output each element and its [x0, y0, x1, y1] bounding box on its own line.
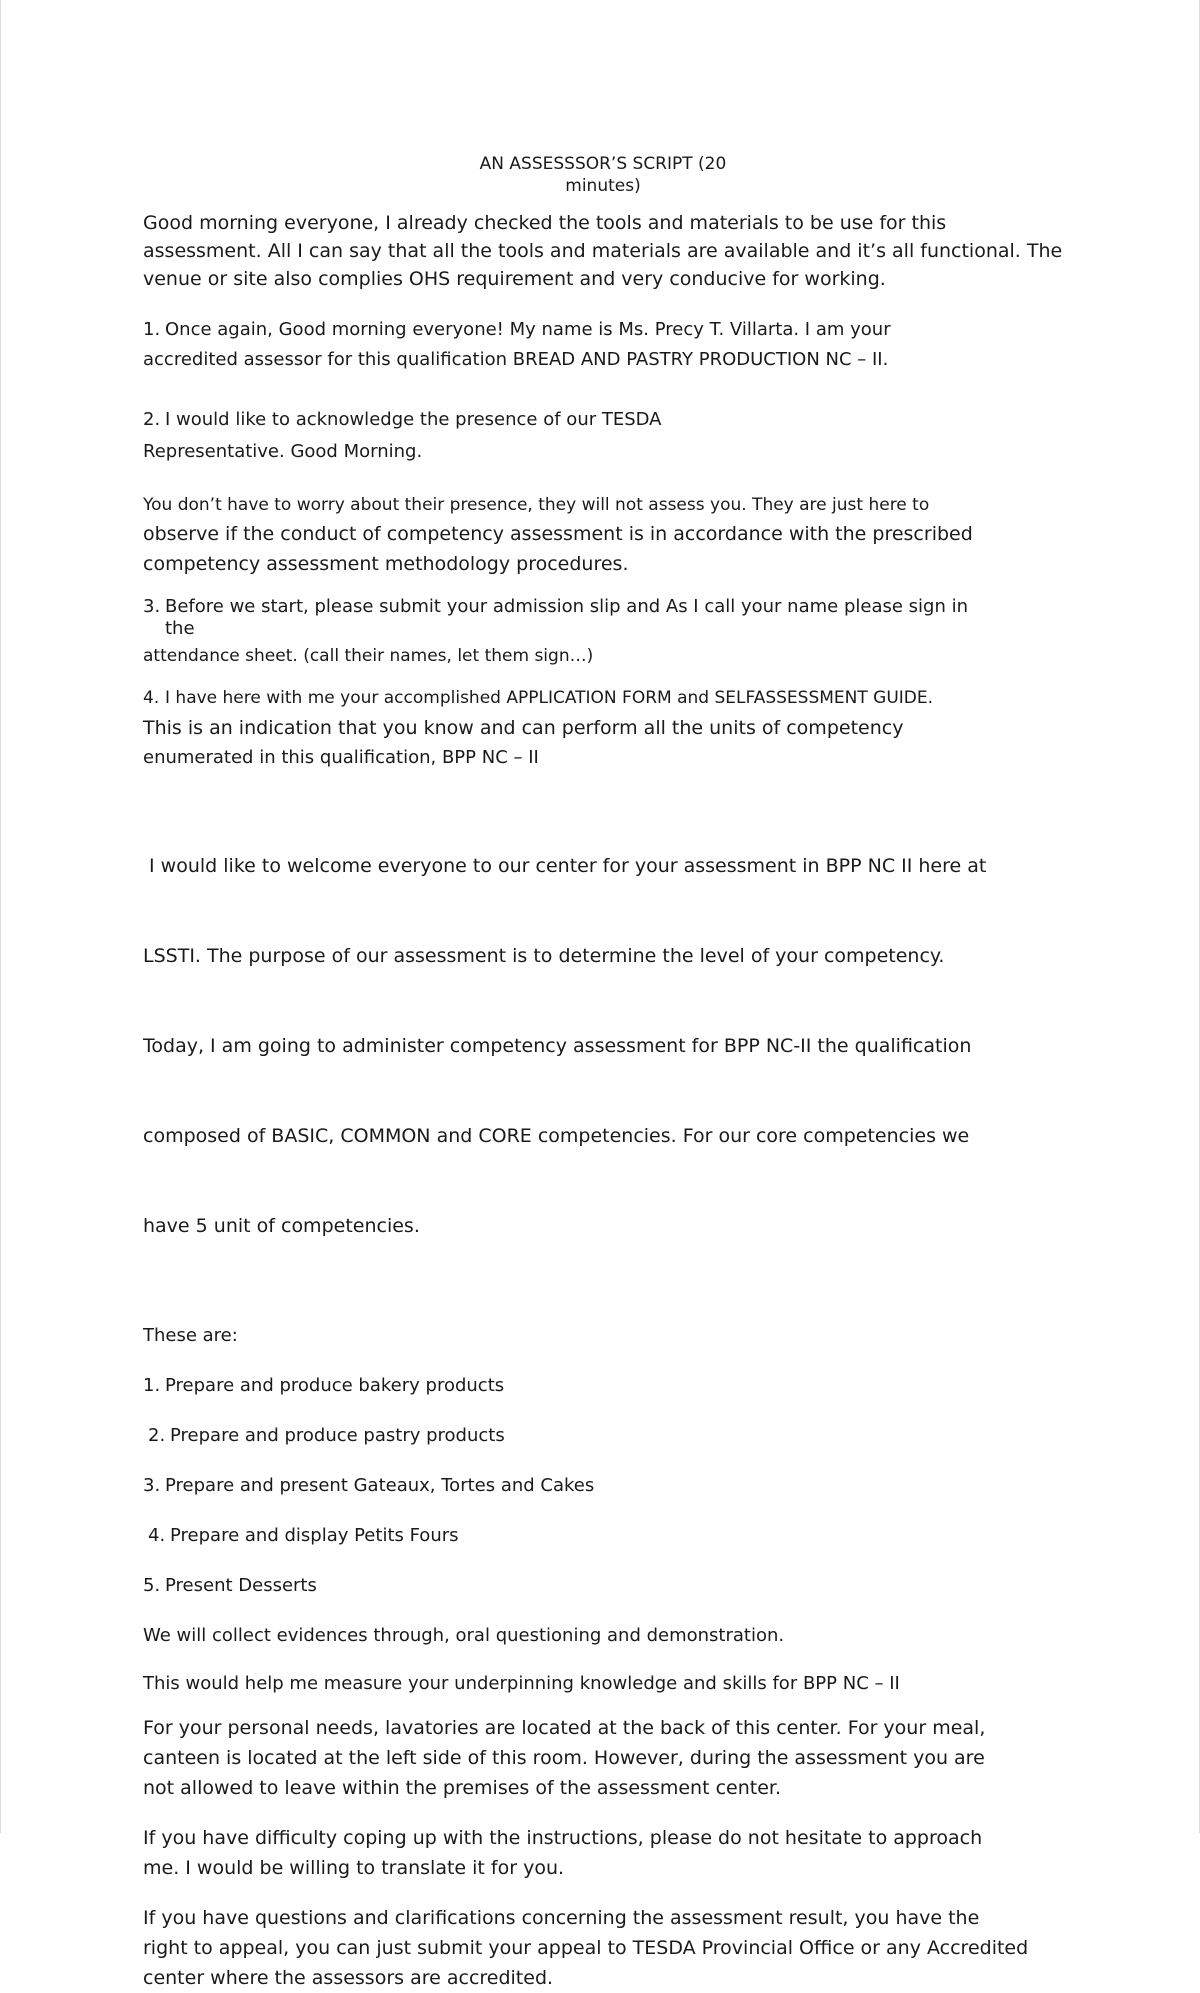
welcome-line-2: LSSTI. The purpose of our assessment is to determine the level of your competency.	[143, 945, 945, 967]
title-line-1: AN ASSESSSOR’S SCRIPT (20	[479, 154, 727, 174]
title-line-2: minutes)	[565, 176, 641, 196]
step-3-line-2: attendance sheet. (call their names, let them sign…)	[143, 646, 594, 666]
competency-5-label: Present Desserts	[165, 1575, 317, 1596]
competency-4-number: 4.	[148, 1525, 166, 1546]
welcome-paragraph	[143, 791, 1063, 1301]
competency-1-label: Prepare and produce bakery products	[165, 1375, 505, 1396]
needs-line-2: canteen is located at the left side of this room. However, during the assessment you are	[143, 1747, 985, 1769]
intro-paragraph: Good morning everyone, I already checked the tools and materials to be use for this assessment. All I can say that all the tools and materials are available and it’s all functional. The venue or site also complies OHS requirement and very conducive for working.	[143, 212, 1063, 290]
appeal-line-3: center where the assessors are accredited.	[143, 1967, 554, 1989]
document-body	[143, 148, 1063, 1993]
difficulty-line-1: If you have difficulty coping up with the instructions, please do not hesitate to approach	[143, 1827, 983, 1849]
step-4-line-1: I have here with me your accomplished APPLICATION FORM and SELFASSESSMENT GUIDE.	[165, 688, 934, 708]
competency-1-number: 1.	[143, 1375, 161, 1396]
competency-5-number: 5.	[143, 1575, 161, 1596]
page-title	[143, 153, 1063, 197]
welcome-line-3: Today, I am going to administer competency assessment for BPP NC-II the qualification	[143, 1035, 972, 1057]
competency-4-label: Prepare and display Petits Fours	[170, 1525, 459, 1546]
welcome-line-4: composed of BASIC, COMMON and CORE competencies. For our core competencies we	[143, 1125, 970, 1147]
list-item	[143, 1371, 1063, 1401]
needs-line-1: For your personal needs, lavatories are located at the back of this center. For your meal,	[143, 1717, 986, 1739]
observe-line-2: observe if the conduct of competency assessment is in accordance with the prescribed	[143, 523, 973, 545]
list-item	[143, 1571, 1063, 1601]
step-3-number: 3.	[143, 596, 161, 617]
appeal-line-1: If you have questions and clarifications concerning the assessment result, you have the	[143, 1907, 980, 1929]
step-3-line-1b: the	[165, 618, 195, 639]
list-item	[143, 1521, 1063, 1551]
evidence-paragraph: We will collect evidences through, oral questioning and demonstration.	[143, 1625, 785, 1646]
step-2-number: 2.	[143, 409, 161, 430]
step-1	[143, 315, 1063, 375]
competency-list	[143, 1371, 1063, 1601]
step-1-number: 1.	[143, 319, 161, 340]
measure-paragraph: This would help me measure your underpinning knowledge and skills for BPP NC – II	[143, 1673, 900, 1694]
list-item	[143, 1471, 1063, 1501]
step-4-line-3: enumerated in this qualification, BPP NC – II	[143, 747, 539, 768]
welcome-line-5: have 5 unit of competencies.	[143, 1215, 420, 1237]
difficulty-paragraph	[143, 1823, 1063, 1883]
welcome-line-1: I would like to welcome everyone to our center for your assessment in BPP NC II here at	[143, 855, 987, 877]
step-4-number: 4.	[143, 688, 160, 708]
observe-paragraph	[143, 491, 1063, 579]
competency-2-number: 2.	[148, 1425, 166, 1446]
competency-2-label: Prepare and produce pastry products	[170, 1425, 505, 1446]
needs-line-3: not allowed to leave within the premises of the assessment center.	[143, 1777, 782, 1799]
difficulty-line-2: me. I would be willing to translate it for you.	[143, 1857, 565, 1879]
step-3	[143, 595, 1063, 673]
needs-paragraph	[143, 1713, 1063, 1803]
observe-line-1: You don’t have to worry about their presence, they will not assess you. They are just here to	[143, 495, 930, 515]
step-1-line-2: accredited assessor for this qualification BREAD AND PASTRY PRODUCTION NC – II.	[143, 349, 889, 370]
step-3-line-1: Before we start, please submit your admission slip and As I call your name please sign in	[165, 596, 968, 617]
these-are-label: These are:	[143, 1325, 238, 1346]
list-item	[143, 1421, 1063, 1451]
observe-line-3: competency assessment methodology procedures.	[143, 553, 629, 575]
step-1-line-1: Once again, Good morning everyone! My name is Ms. Precy T. Villarta. I am your	[165, 319, 891, 340]
appeal-line-2: right to appeal, you can just submit your appeal to TESDA Provincial Office or any Accredited	[143, 1937, 1029, 1959]
competency-3-label: Prepare and present Gateaux, Tortes and Cakes	[165, 1475, 595, 1496]
step-2-line-1: I would like to acknowledge the presence of our TESDA	[165, 409, 662, 430]
competency-3-number: 3.	[143, 1475, 161, 1496]
appeal-paragraph	[143, 1903, 1063, 1993]
step-2-line-2: Representative. Good Morning.	[143, 441, 423, 462]
step-2	[143, 405, 1063, 469]
step-4-line-2: This is an indication that you know and can perform all the units of competency	[143, 717, 904, 739]
step-4	[143, 683, 1063, 773]
